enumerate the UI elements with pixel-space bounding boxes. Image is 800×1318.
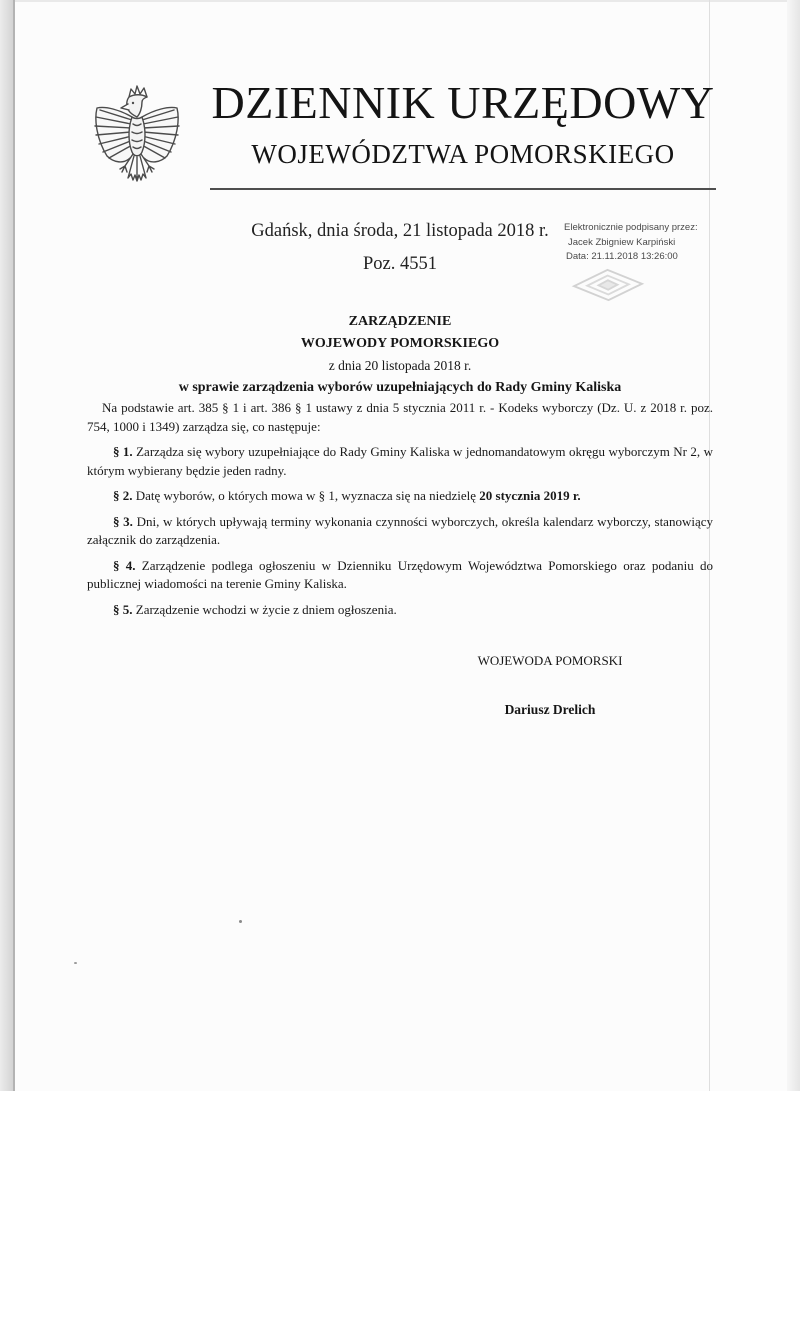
act-section-4 xyxy=(87,557,713,594)
section-3-text: Dni, w których upływają terminy wykonania czynności wyborczych, określa kalendarz wyborczy, stanowiący załącznik do zarządzenia. xyxy=(87,513,713,547)
signature-name: Dariusz Drelich xyxy=(504,702,596,717)
section-2-bold: 20 stycznia 2019 r. xyxy=(479,488,581,503)
scan-speck xyxy=(74,962,77,964)
scan-speck xyxy=(239,920,242,923)
act-subject: w sprawie zarządzenia wyborów uzupełniających do Rady Gminy Kaliska xyxy=(178,380,622,395)
position-number: Poz. 4551 xyxy=(363,254,437,274)
act-preamble: Na podstawie art. 385 § 1 i art. 386 § 1 ustawy z dnia 5 stycznia 2011 r. - Kodeks wyborczy (Dz. U. z 2018 r. poz. 754, 1000 i 1349) zarządza się, co następuje: xyxy=(87,400,713,434)
section-5-text: Zarządzenie wchodzi w życie z dniem ogłoszenia. xyxy=(132,601,397,617)
section-2-text: Datę wyborów, o których mowa w § 1, wyznacza się na niedzielę xyxy=(132,488,480,503)
scan-top-edge xyxy=(0,0,800,2)
act-section-3 xyxy=(87,513,713,550)
masthead-rule xyxy=(210,188,716,190)
act-section-2 xyxy=(87,487,713,506)
section-1-label: § 1. xyxy=(113,444,133,459)
journal-title: DZIENNIK URZĘDOWY xyxy=(211,77,715,128)
journal-subtitle: WOJEWÓDZTWA POMORSKIEGO xyxy=(251,139,675,169)
esignature-block xyxy=(564,221,729,307)
scan-right-margin xyxy=(787,0,800,1091)
esignature-stamp-icon xyxy=(568,266,647,303)
act-date: z dnia 20 listopada 2018 r. xyxy=(328,358,472,373)
section-4-text: Zarządzenie podlega ogłoszeniu w Dzienniku Urzędowym Województwa Pomorskiego oraz podaniu do publicznej wiadomości na terenie Gminy Kaliska. xyxy=(87,557,713,591)
scan-left-margin xyxy=(0,0,15,1091)
polish-eagle-emblem xyxy=(92,84,182,196)
section-5-label: § 5. xyxy=(113,601,133,617)
section-1-text: Zarządza się wybory uzupełniające do Rady Gminy Kaliska w jednomandatowym okręgu wyborczym Nr 2, w którym wybierany będzie jeden radny. xyxy=(87,444,714,478)
act-heading xyxy=(44,311,756,399)
act-section-5 xyxy=(87,601,713,620)
act-issuer: WOJEWODY POMORSKIEGO xyxy=(300,336,500,351)
act-section-1 xyxy=(87,443,713,480)
esignature-date: Data: 21.11.2018 13:26:00 xyxy=(566,251,678,262)
signature-office: WOJEWODA POMORSKI xyxy=(477,653,623,668)
act-body xyxy=(87,399,713,626)
masthead xyxy=(210,77,716,190)
act-type: ZARZĄDZENIE xyxy=(348,314,452,329)
signature-block xyxy=(400,653,700,718)
dateline: Gdańsk, dnia środa, 21 listopada 2018 r. xyxy=(251,221,549,241)
section-4-label: § 4. xyxy=(113,557,136,573)
section-2-label: § 2. xyxy=(113,488,133,503)
esignature-caption: Elektronicznie podpisany przez: xyxy=(564,222,698,233)
esignature-signer: Jacek Zbigniew Karpiński xyxy=(568,236,676,248)
section-3-label: § 3. xyxy=(113,513,133,529)
